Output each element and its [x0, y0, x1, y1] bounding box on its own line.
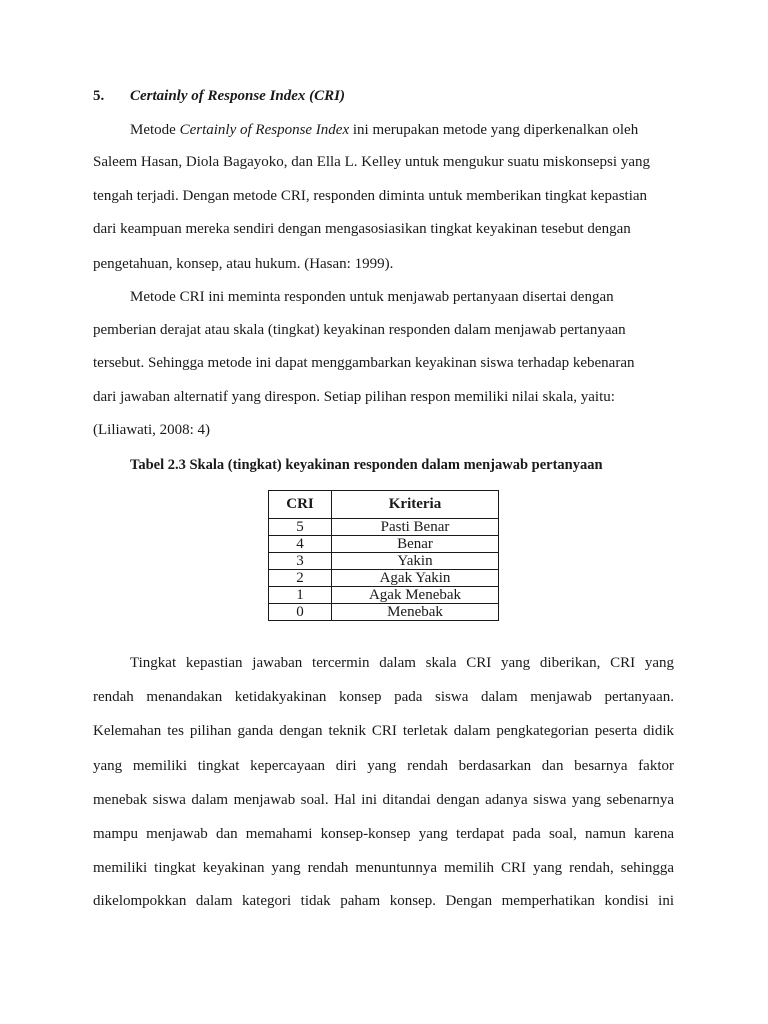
para2-line2: pemberian derajat atau skala (tingkat) keyakinan responden dalam menjawab pertanyaan [93, 322, 626, 338]
para1-line1-pre: Metode [130, 122, 180, 138]
kriteria-value: Pasti Benar [332, 519, 499, 536]
cri-value: 1 [269, 587, 332, 604]
para3-line8: dikelompokkan dalam kategori tidak paham konsep. Dengan memperhatikan kondisi ini [93, 893, 674, 909]
para1-line1-italic: Certainly of Response Index [179, 122, 350, 138]
table-header-row [269, 491, 499, 519]
cri-value: 5 [269, 519, 332, 536]
para1-line1-post: ini merupakan metode yang diperkenalkan oleh [349, 122, 639, 138]
para2-line4: dari jawaban alternatif yang direspon. Setiap pilihan respon memiliki nilai skala, yaitu: [93, 389, 615, 405]
section-heading [93, 88, 345, 105]
cri-scale-table [268, 490, 499, 621]
para1-line4: dari keampuan mereka sendiri dengan mengasosiasikan tingkat keyakinan tesebut dengan [93, 221, 631, 237]
para3-line1: Tingkat kepastian jawaban tercermin dalam skala CRI yang diberikan, CRI yang [130, 655, 674, 671]
table-row [269, 604, 499, 621]
cri-value: 0 [269, 604, 332, 621]
section-title: Certainly of Response Index (CRI) [130, 88, 346, 104]
para1-line1 [130, 122, 638, 139]
para3-line6: mampu menjawab dan memahami konsep-konsep yang terdapat pada soal, namun karena [93, 826, 674, 842]
cri-value: 4 [269, 536, 332, 553]
section-number: 5. [93, 88, 105, 104]
kriteria-value: Benar [332, 536, 499, 553]
para3-line3: Kelemahan tes pilihan ganda dengan teknik CRI terletak dalam pengkategorian peserta didik [93, 723, 674, 739]
kriteria-value: Agak Yakin [332, 570, 499, 587]
table-row [269, 536, 499, 553]
para1-line5: pengetahuan, konsep, atau hukum. (Hasan: 1999). [93, 256, 394, 272]
para3-line7: memiliki tingkat keyakinan yang rendah menuntunnya memilih CRI yang rendah, sehingga [93, 860, 674, 876]
header-cri: CRI [269, 491, 332, 519]
kriteria-value: Yakin [332, 553, 499, 570]
kriteria-value: Menebak [332, 604, 499, 621]
table-caption: Tabel 2.3 Skala (tingkat) keyakinan responden dalam menjawab pertanyaan [130, 457, 603, 473]
table-row [269, 553, 499, 570]
para1-line3: tengah terjadi. Dengan metode CRI, responden diminta untuk memberikan tingkat kepastian [93, 188, 648, 204]
para3-line5: menebak siswa dalam menjawab soal. Hal ini ditandai dengan adanya siswa yang sebenarnya [93, 792, 674, 808]
para3-line4: yang memiliki tingkat kepercayaan diri yang rendah berdasarkan dan besarnya faktor [93, 758, 674, 774]
para1-line2: Saleem Hasan, Diola Bagayoko, dan Ella L. Kelley untuk mengukur suatu miskonsepsi yang [93, 154, 650, 170]
table-row [269, 587, 499, 604]
cri-value: 2 [269, 570, 332, 587]
para2-line3: tersebut. Sehingga metode ini dapat menggambarkan keyakinan siswa terhadap kebenaran [93, 355, 635, 371]
kriteria-value: Agak Menebak [332, 587, 499, 604]
para2-line1: Metode CRI ini meminta responden untuk menjawab pertanyaan disertai dengan [130, 289, 614, 305]
table-row [269, 570, 499, 587]
para2-line5: (Liliawati, 2008: 4) [93, 422, 211, 438]
header-kriteria: Kriteria [332, 491, 499, 519]
para3-line2: rendah menandakan ketidakyakinan konsep pada siswa dalam menjawab pertanyaan. [93, 689, 674, 705]
table-row [269, 519, 499, 536]
cri-value: 3 [269, 553, 332, 570]
